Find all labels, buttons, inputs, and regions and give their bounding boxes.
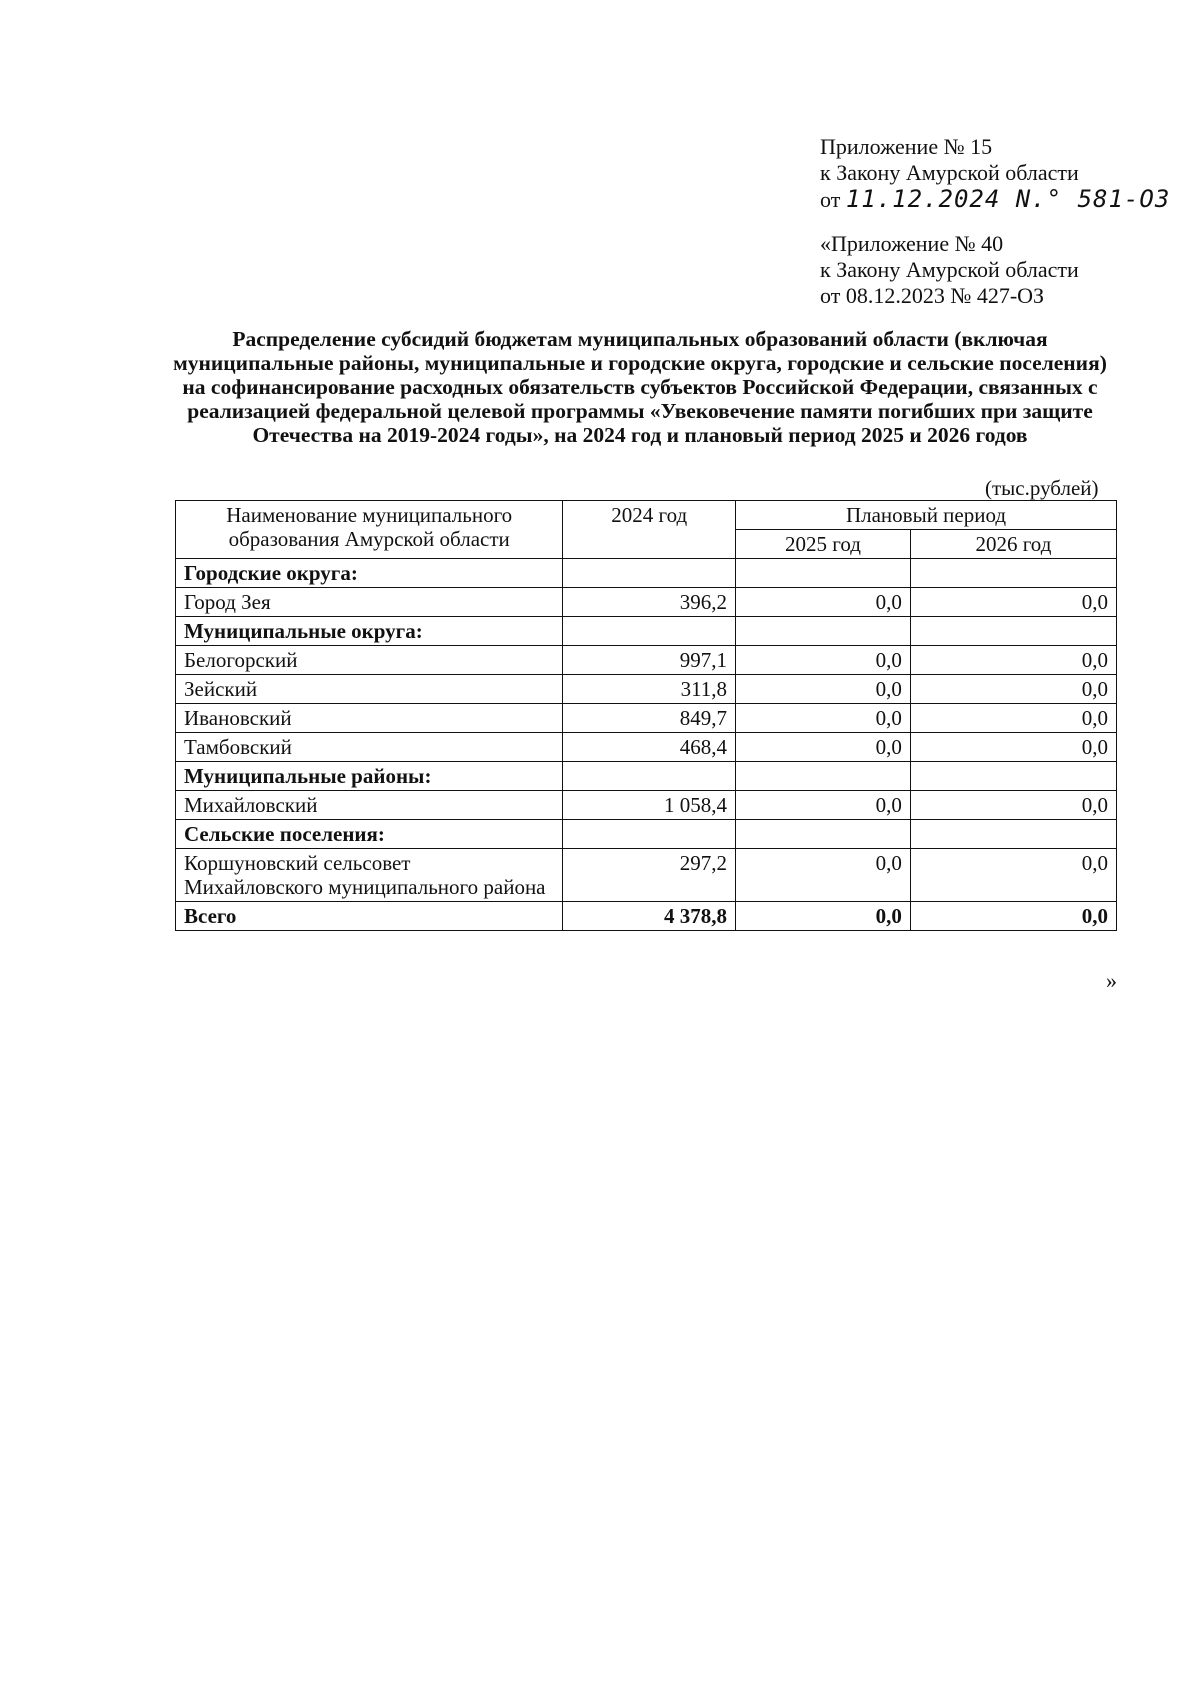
cell-2026 bbox=[910, 617, 1116, 646]
table-row bbox=[176, 704, 1117, 733]
cell-2025 bbox=[736, 762, 911, 791]
cell-2025: 0,0 bbox=[736, 849, 911, 902]
table-row bbox=[176, 762, 1117, 791]
cell-name: Город Зея bbox=[176, 588, 563, 617]
cell-2026: 0,0 bbox=[910, 902, 1116, 931]
cell-name: Городские округа: bbox=[176, 559, 563, 588]
cell-2026: 0,0 bbox=[910, 733, 1116, 762]
cell-2024: 1 058,4 bbox=[563, 791, 736, 820]
cell-2026: 0,0 bbox=[910, 849, 1116, 902]
closing-quote: » bbox=[1106, 968, 1117, 993]
prior-appendix-law-ref: к Закону Амурской области bbox=[820, 257, 1079, 282]
cell-2026 bbox=[910, 762, 1116, 791]
subsidy-table bbox=[175, 500, 1117, 931]
prior-appendix-date: от 08.12.2023 № 427-ОЗ bbox=[820, 283, 1045, 308]
cell-name: Сельские поселения: bbox=[176, 820, 563, 849]
appendix-law-ref: к Закону Амурской области bbox=[820, 160, 1079, 185]
cell-2025: 0,0 bbox=[736, 791, 911, 820]
cell-2025 bbox=[736, 617, 911, 646]
cell-name: Всего bbox=[176, 902, 563, 931]
cell-name: Зейский bbox=[176, 675, 563, 704]
cell-name: Тамбовский bbox=[176, 733, 563, 762]
table-row bbox=[176, 902, 1117, 931]
prior-appendix-header bbox=[820, 231, 1079, 309]
cell-2024 bbox=[563, 820, 736, 849]
cell-2026: 0,0 bbox=[910, 704, 1116, 733]
cell-2025: 0,0 bbox=[736, 704, 911, 733]
appendix-header bbox=[820, 134, 1170, 213]
header-2026: 2026 год bbox=[910, 530, 1116, 559]
table-row bbox=[176, 820, 1117, 849]
cell-2024: 4 378,8 bbox=[563, 902, 736, 931]
cell-2026 bbox=[910, 559, 1116, 588]
cell-name: Муниципальные районы: bbox=[176, 762, 563, 791]
document-title: Распределение субсидий бюджетам муниципальных образований области (включая муниципальные районы, муниципальные и городские округа, городские и сельские поселения) на софинансирование расходных обязательств субъектов Российской Федерации, связанных с реализацией федеральной целевой программы «Увековечение памяти погибших при защите Отечества на 2019-2024 годы», на 2024 год и плановый период 2025 и 2026 годов bbox=[173, 327, 1107, 447]
cell-2024: 311,8 bbox=[563, 675, 736, 704]
cell-2024 bbox=[563, 617, 736, 646]
cell-name: Ивановский bbox=[176, 704, 563, 733]
table-row bbox=[176, 733, 1117, 762]
cell-name: Белогорский bbox=[176, 646, 563, 675]
table-row bbox=[176, 675, 1117, 704]
handwritten-date-number: 11.12.2024 N.° 581-ОЗ bbox=[845, 185, 1171, 213]
cell-name: Михайловский bbox=[176, 791, 563, 820]
cell-2025: 0,0 bbox=[736, 675, 911, 704]
cell-name: Муниципальные округа: bbox=[176, 617, 563, 646]
cell-2025 bbox=[736, 559, 911, 588]
appendix-date-line bbox=[820, 186, 1170, 213]
cell-2026: 0,0 bbox=[910, 791, 1116, 820]
cell-2025: 0,0 bbox=[736, 646, 911, 675]
table-row bbox=[176, 559, 1117, 588]
header-2025: 2025 год bbox=[736, 530, 911, 559]
cell-2026: 0,0 bbox=[910, 675, 1116, 704]
table-row bbox=[176, 617, 1117, 646]
cell-2025: 0,0 bbox=[736, 733, 911, 762]
cell-2024 bbox=[563, 559, 736, 588]
cell-2024: 396,2 bbox=[563, 588, 736, 617]
table-header-row bbox=[176, 501, 1117, 530]
cell-2026: 0,0 bbox=[910, 646, 1116, 675]
table-row bbox=[176, 849, 1117, 902]
cell-2024: 849,7 bbox=[563, 704, 736, 733]
header-2024: 2024 год bbox=[563, 501, 736, 559]
appendix-date-prefix: от bbox=[820, 187, 841, 212]
cell-2024 bbox=[563, 762, 736, 791]
prior-appendix-number: «Приложение № 40 bbox=[820, 231, 1004, 256]
cell-2024: 297,2 bbox=[563, 849, 736, 902]
table-row bbox=[176, 791, 1117, 820]
cell-2026: 0,0 bbox=[910, 588, 1116, 617]
cell-2026 bbox=[910, 820, 1116, 849]
appendix-number: Приложение № 15 bbox=[820, 134, 993, 159]
units-label: (тыс.рублей) bbox=[985, 476, 1099, 500]
table-row bbox=[176, 646, 1117, 675]
cell-name: Коршуновский сельсовет Михайловского муниципального района bbox=[176, 849, 563, 902]
cell-2025: 0,0 bbox=[736, 588, 911, 617]
cell-2025: 0,0 bbox=[736, 902, 911, 931]
cell-2025 bbox=[736, 820, 911, 849]
header-name: Наименование муниципального образования Амурской области bbox=[176, 501, 563, 559]
cell-2024: 468,4 bbox=[563, 733, 736, 762]
table-row bbox=[176, 588, 1117, 617]
header-plan-period: Плановый период bbox=[736, 501, 1117, 530]
cell-2024: 997,1 bbox=[563, 646, 736, 675]
